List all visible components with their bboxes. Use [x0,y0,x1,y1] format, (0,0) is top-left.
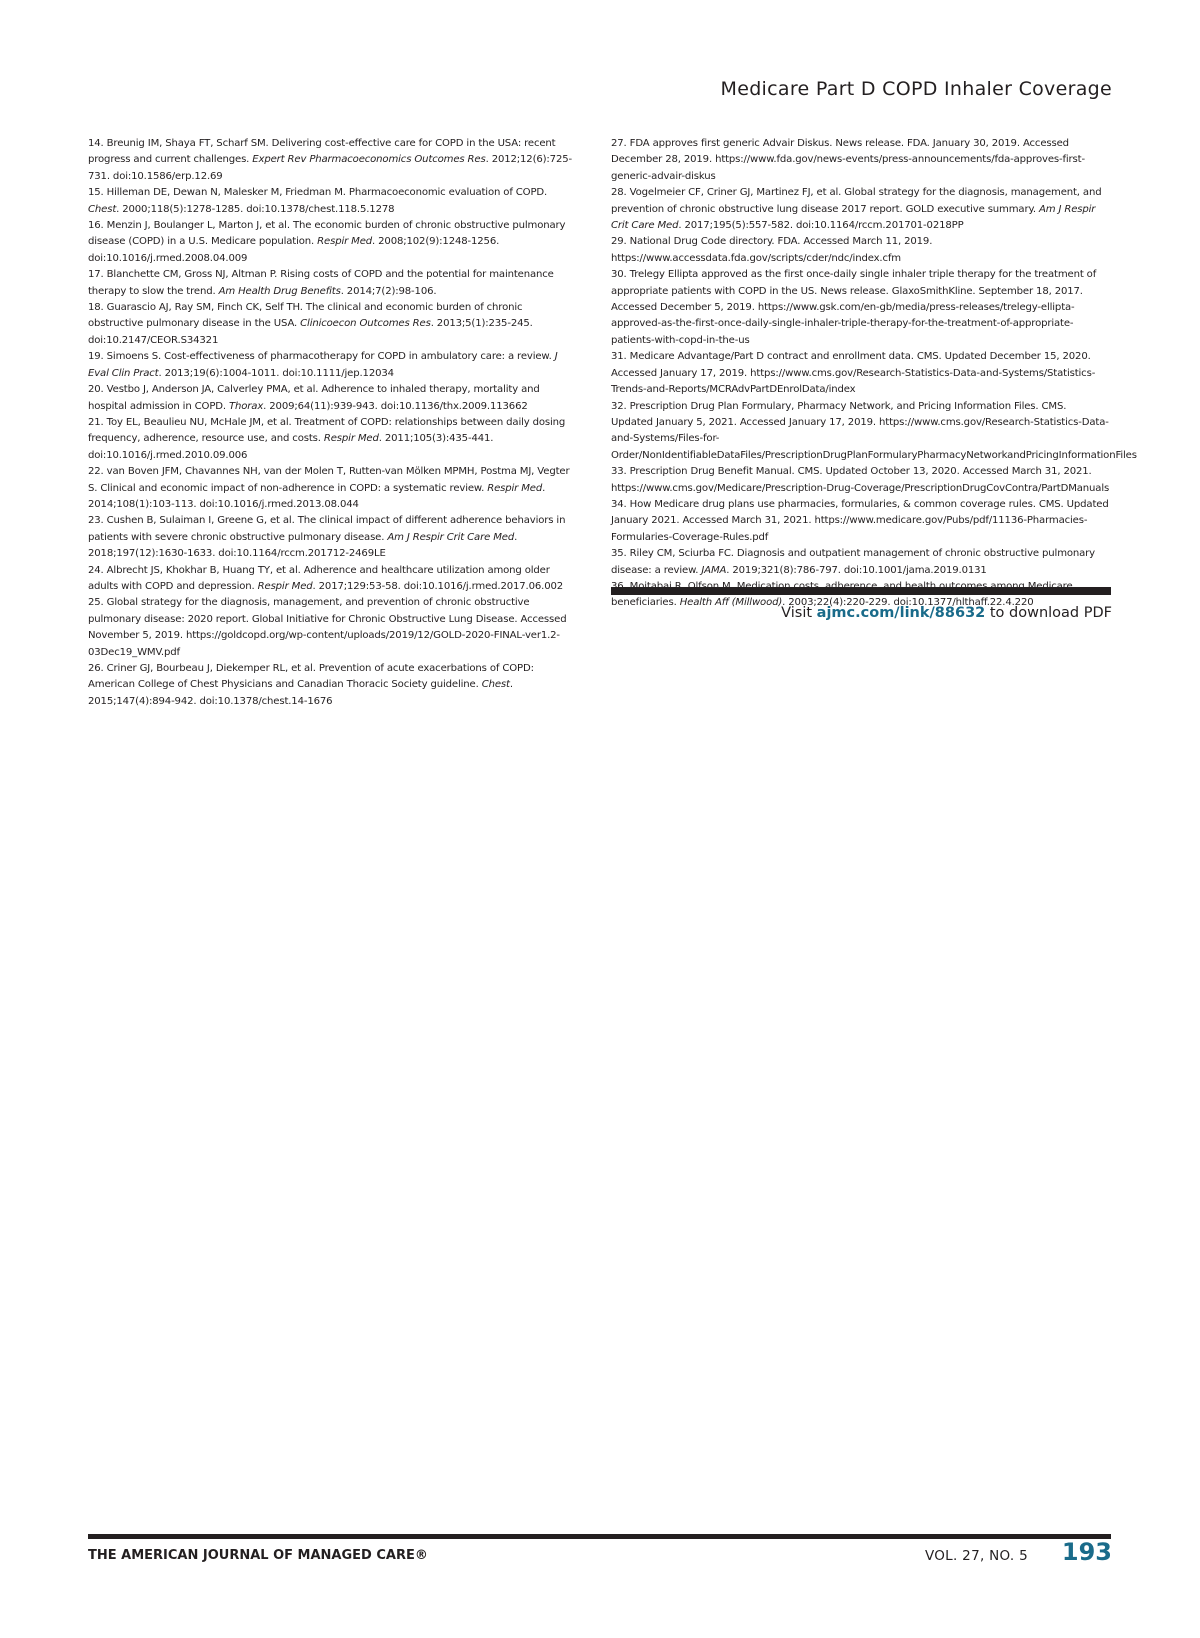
reference-item: 15. Hilleman DE, Dewan N, Malesker M, Friedman M. Pharmacoeconomic evaluation of COPD. Chest. 2000;118(5):1278-1285. doi:10.1378/chest.118.5.1278 [88,187,548,215]
reference-item: 17. Blanchette CM, Gross NJ, Altman P. Rising costs of COPD and the potential for maintenance therapy to slow the trend. Am Health Drug Benefits. 2014;7(2):98-106. [88,269,554,297]
running-head: Medicare Part D COPD Inhaler Coverage [720,78,1112,100]
reference-item: 23. Cushen B, Sulaiman I, Greene G, et al. The clinical impact of different adherence behaviors in patients with severe chronic obstructive pulmonary disease. Am J Respir Crit Care Med. 2018;197(12):1630-1633. doi:10.1164/rccm.201712-2469LE [88,515,566,560]
reference-item: 19. Simoens S. Cost-effectiveness of pharmacotherapy for COPD in ambulatory care: a review. J Eval Clin Pract. 2013;19(6):1004-1011. doi:10.1111/jep.12034 [88,351,558,379]
reference-item: 33. Prescription Drug Benefit Manual. CMS. Updated October 13, 2020. Accessed March 31, 2021. https://www.cms.gov/Medicare/Prescription-Drug-Coverage/PrescriptionDrugCovContra/PartDManuals [611,466,1110,494]
reference-item: 16. Menzin J, Boulanger L, Marton J, et al. The economic burden of chronic obstructive pulmonary disease (COPD) in a U.S. Medicare population. Respir Med. 2008;102(9):1248-1256. doi:10.1016/j.rmed.2008.04.009 [88,220,566,264]
reference-item: beneficiaries. Health Aff (Millwood). 2003;22(4):220-229. doi:10.1377/hlthaff.22.4.220 [611,597,1034,609]
journal-title: THE AMERICAN JOURNAL OF MANAGED CARE® [88,1548,428,1563]
reference-item: 14. Breunig IM, Shaya FT, Scharf SM. Delivering cost-effective care for COPD in the USA: recent progress and current challenges. Expert Rev Pharmacoeconomics Outcomes Res. 2012;12(6):725-731. doi:10.1586/erp.12.69 [88,138,572,182]
reference-item: 28. Vogelmeier CF, Criner GJ, Martinez FJ, et al. Global strategy for the diagnosis, management, and prevention of chronic obstructive lung disease 2017 report. GOLD executive summary. Am J Respir Crit Care Med. 2017;195(5):557-582. doi:10.1164/rccm.201701-0218PP [611,187,1102,232]
page-number: 193 [1061,1538,1112,1566]
reference-item: 27. FDA approves first generic Advair Diskus. News release. FDA. January 30, 2019. Accessed December 28, 2019. https://www.fda.gov/news-events/press-announcements/fda-approves-first-generic-advair-diskus [611,138,1085,182]
reference-item: 30. Trelegy Ellipta approved as the first once-daily single inhaler triple therapy for the treatment of appropriate patients with COPD in the US. News release. GlaxoSmithKline. September 18, 2017. Accessed December 5, 2019. https://www.gsk.com/en-gb/media/press-releases/trelegy-ellipta-approved-as-the-first-once-daily-single-inhaler-triple-therapy-for-the-treatment-of-appropriate-patients-with-copd-in-the-us [611,269,1097,346]
references-left-column [88,136,578,710]
footer-divider [88,1534,1111,1539]
reference-item: 22. van Boven JFM, Chavannes NH, van der Molen T, Rutten-van Mölken MPMH, Postma MJ, Vegter S. Clinical and economic impact of non-adherence in COPD: a systematic review. Respir Med. 2014;108(1):103-113. doi:10.1016/j.rmed.2013.08.044 [88,466,570,510]
reference-item: 31. Medicare Advantage/Part D contract and enrollment data. CMS. Updated December 15, 2020. Accessed January 17, 2019. https://www.cms.gov/Research-Statistics-Data-and-Systems/Statistics-Trends-and-Reports/MCRAdvPartDEnrolData/index [611,351,1096,396]
reference-item: 26. Criner GJ, Bourbeau J, Diekemper RL, et al. Prevention of acute exacerbations of COPD: American College of Chest Physicians and Canadian Thoracic Society guideline. Chest. 2015;147(4):894-942. doi:10.1378/chest.14-1676 [88,663,534,707]
section-divider [611,587,1111,595]
volume-issue: VOL. 27, NO. 5 [924,1548,1028,1564]
reference-item: 29. National Drug Code directory. FDA. Accessed March 11, 2019. https://www.accessdata.fda.gov/scripts/cder/ndc/index.cfm [611,236,933,264]
reference-item: 20. Vestbo J, Anderson JA, Calverley PMA, et al. Adherence to inhaled therapy, mortality and hospital admission in COPD. Thorax. 2009;64(11):939-943. doi:10.1136/thx.2009.113662 [88,384,540,412]
reference-item: 24. Albrecht JS, Khokhar B, Huang TY, et al. Adherence and healthcare utilization among older adults with COPD and depression. Respir Med. 2017;129:53-58. doi:10.1016/j.rmed.2017.06.002 [88,564,564,592]
download-link[interactable]: ajmc.com/link/88632 [816,605,986,621]
reference-item: 21. Toy EL, Beaulieu NU, McHale JM, et al. Treatment of COPD: relationships between daily dosing frequency, adherence, resource use, and costs. Respir Med. 2011;105(3):435-441. doi:10.1016/j.rmed.2010.09.006 [88,416,566,461]
reference-item: 32. Prescription Drug Plan Formulary, Pharmacy Network, and Pricing Information Files. CMS. Updated January 5, 2021. Accessed January 17, 2019. https://www.cms.gov/Research-Statistics-Data-and-Systems/Files-for-Order/NonIdentifiableDataFiles/PrescriptionDrugPlanFormularyPharmacyNetworkandPricingInformationFiles [611,400,1137,461]
reference-item: 25. Global strategy for the diagnosis, management, and prevention of chronic obstructive pulmonary disease: 2020 report. Global Initiative for Chronic Obstructive Lung Disease. Accessed November 5, 2019. https://goldcopd.org/wp-content/uploads/2019/12/GOLD-2020-FINAL-ver1.2-03Dec19_WMV.pdf [88,597,567,658]
reference-item: 18. Guarascio AJ, Ray SM, Finch CK, Self TH. The clinical and economic burden of chronic obstructive pulmonary disease in the USA. Clinicoecon Outcomes Res. 2013;5(1):235-245. doi:10.2147/CEOR.S34321 [88,302,533,346]
references-right-column [611,136,1137,612]
reference-item: 34. How Medicare drug plans use pharmacies, formularies, & common coverage rules. CMS. Updated January 2021. Accessed March 31, 2021. https://www.medicare.gov/Pubs/pdf/11136-Pharmacies-Formularies-Coverage-Rules.pdf [611,498,1109,543]
reference-item: 35. Riley CM, Sciurba FC. Diagnosis and outpatient management of chronic obstructive pulmonary disease: a review. JAMA. 2019;321(8):786-797. doi:10.1001/jama.2019.0131 [611,548,1096,576]
download-notice: Visit ajmc.com/link/88632 to download PDF [781,605,1112,621]
